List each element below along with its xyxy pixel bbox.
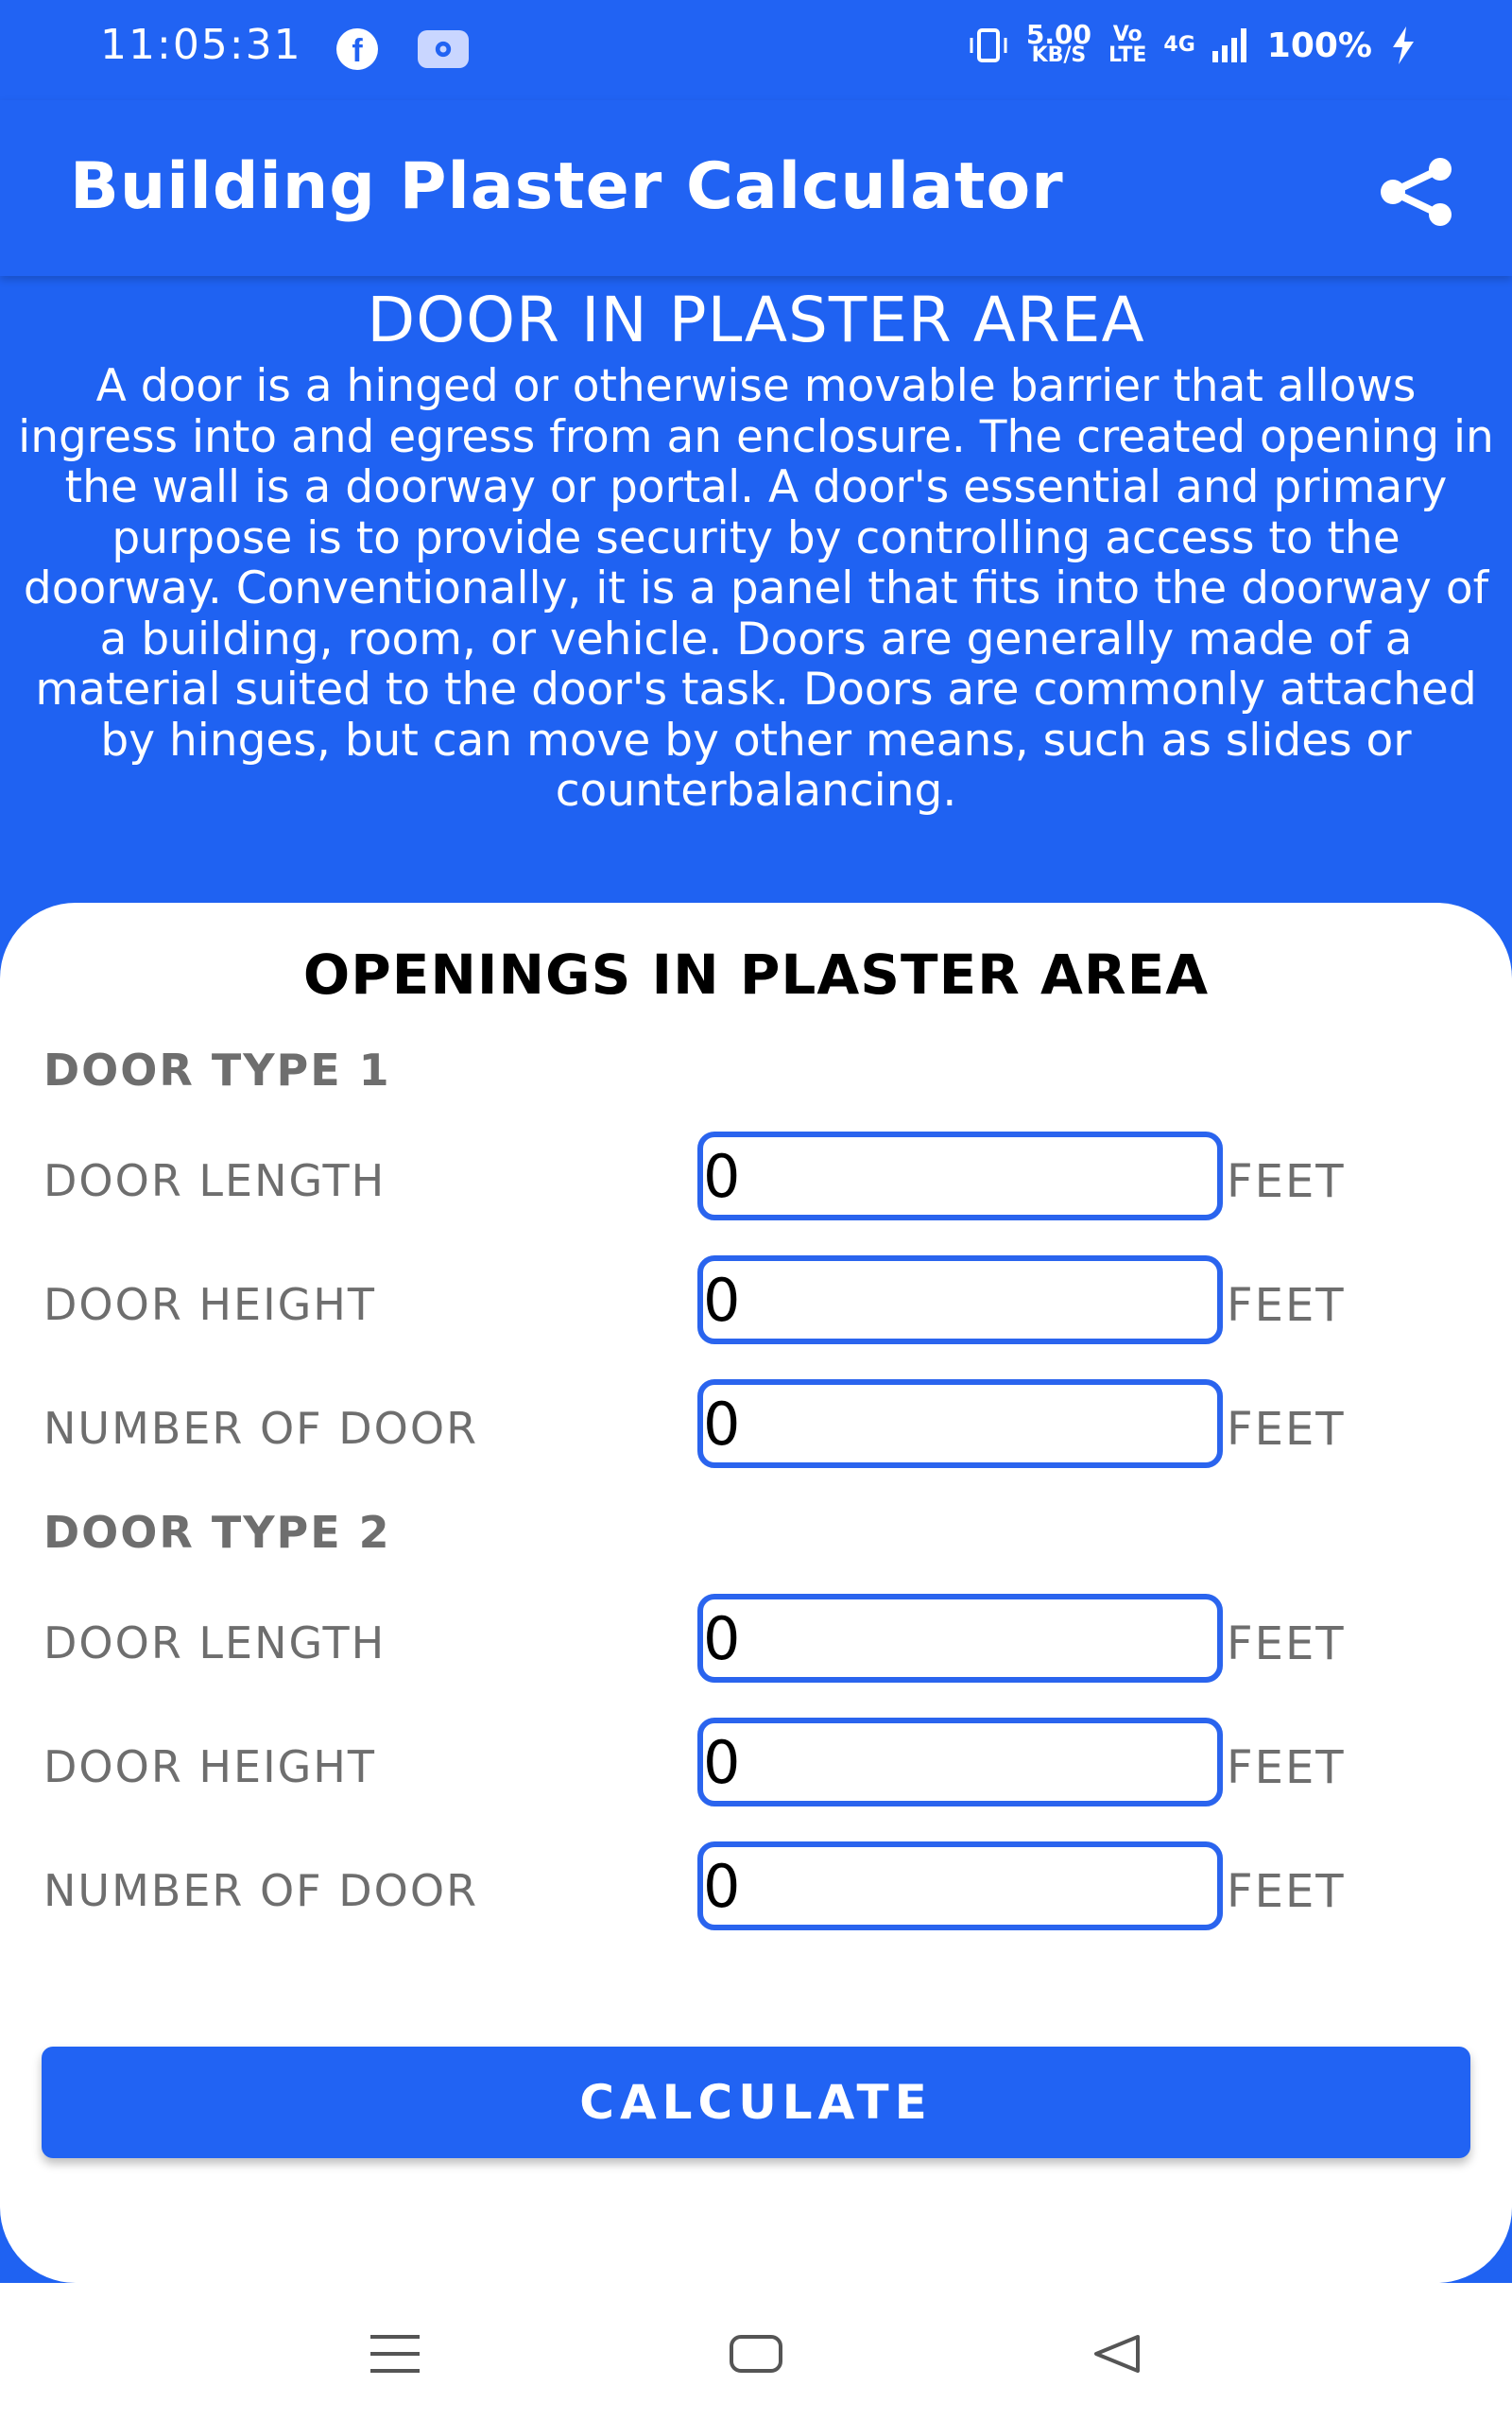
group-title-door-type-1: DOOR TYPE 1 <box>43 1045 391 1096</box>
card-title: OPENINGS IN PLASTER AREA <box>302 942 1210 1007</box>
unit-label: FEET <box>1227 1741 1346 1794</box>
net-speed <box>1025 19 1091 67</box>
unit-label: FEET <box>1227 1865 1346 1918</box>
section-description: A door is a hinged or otherwise movable barrier that allows ingress into and egress from an enclosure. The created opening in the wall is a doorway or portal. A door's essential and primary purpose is to provide security by controlling access to the doorway. Conventionally, it is a panel that fits into the doorway of a building, room, or vehicle. Doors are generally made of a material suited to the door's task. Doors are commonly attached by hinges, but can move by other means, such as slides or counterbalancing. <box>18 360 1494 817</box>
signal-icon <box>1212 28 1250 62</box>
door-length-label: DOOR LENGTH <box>43 1617 387 1668</box>
number-of-door-label: NUMBER OF DOOR <box>43 1865 479 1916</box>
battery-level: 100% <box>1266 26 1372 65</box>
unit-label: FEET <box>1227 1155 1346 1208</box>
door-height-label: DOOR HEIGHT <box>43 1279 376 1330</box>
status-bar <box>0 0 1512 100</box>
app-title: Building Plaster Calculator <box>70 149 1064 224</box>
facebook-icon: f <box>336 28 378 70</box>
notification-icons <box>336 28 469 70</box>
number-of-door-label: NUMBER OF DOOR <box>43 1403 479 1454</box>
recents-button[interactable] <box>357 2321 433 2387</box>
navigation-bar <box>0 2283 1512 2420</box>
door-type-1-count-input[interactable] <box>697 1379 1223 1468</box>
openings-card <box>0 903 1512 2283</box>
share-icon <box>1378 158 1455 226</box>
back-button[interactable] <box>1079 2321 1155 2387</box>
app-bar <box>0 100 1512 276</box>
charging-icon <box>1389 26 1418 64</box>
door-type-1-height-input[interactable] <box>697 1255 1223 1344</box>
share-button[interactable] <box>1374 149 1459 234</box>
network-type: 4G <box>1163 33 1195 57</box>
status-time: 11:05:31 <box>100 21 302 69</box>
unit-label: FEET <box>1227 1617 1346 1670</box>
menu-icon <box>367 2333 423 2375</box>
section-title: DOOR IN PLASTER AREA <box>367 284 1145 356</box>
vibrate-icon <box>968 28 1009 62</box>
door-type-2-height-input[interactable] <box>697 1718 1223 1806</box>
unit-label: FEET <box>1227 1279 1346 1332</box>
calculate-button[interactable]: CALCULATE <box>42 2047 1470 2158</box>
net-speed-unit: KB/S <box>1031 43 1087 67</box>
settings-notification-icon <box>418 30 469 68</box>
home-icon <box>728 2333 784 2375</box>
volte-indicator <box>1108 25 1146 66</box>
door-type-2-length-input[interactable] <box>697 1594 1223 1683</box>
door-type-2-count-input[interactable] <box>697 1841 1223 1930</box>
volte-top: Vo <box>1112 23 1143 46</box>
home-button[interactable] <box>718 2321 794 2387</box>
back-icon <box>1089 2333 1145 2375</box>
unit-label: FEET <box>1227 1403 1346 1456</box>
door-type-1-length-input[interactable] <box>697 1132 1223 1220</box>
group-title-door-type-2: DOOR TYPE 2 <box>43 1507 391 1558</box>
volte-bottom: LTE <box>1108 43 1147 67</box>
net-speed-value: 5.00 <box>1025 19 1091 50</box>
door-height-label: DOOR HEIGHT <box>43 1741 376 1792</box>
status-right-icons <box>968 19 1418 67</box>
door-length-label: DOOR LENGTH <box>43 1155 387 1206</box>
